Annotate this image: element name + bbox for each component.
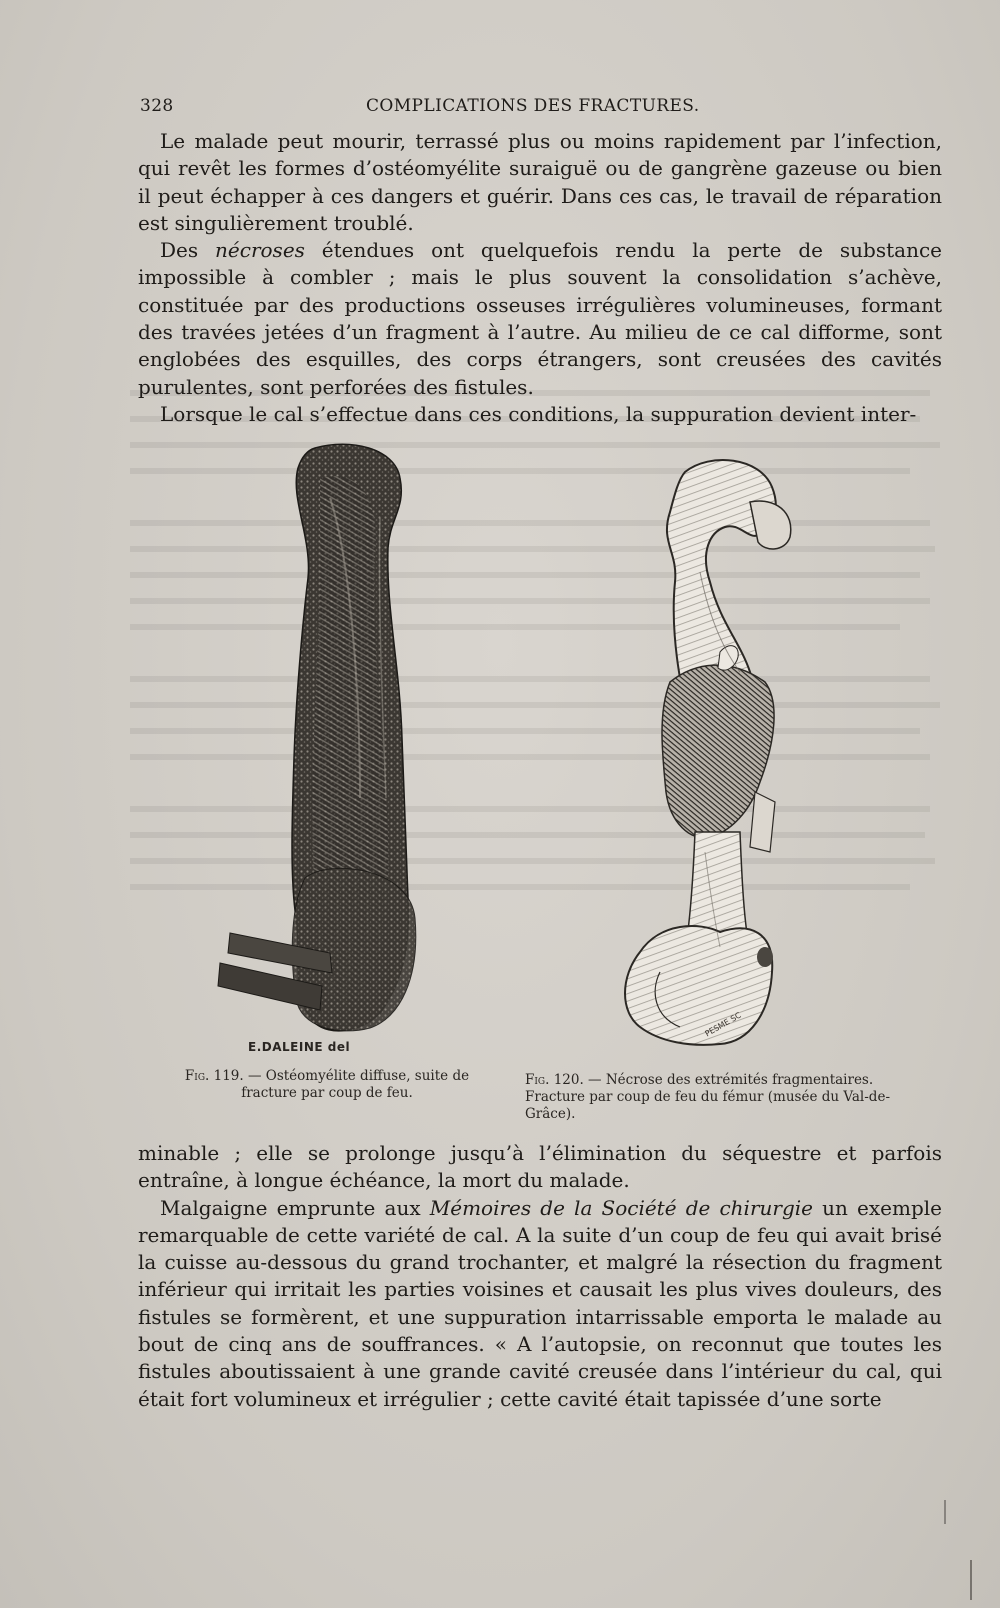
paragraph-necroses: Des nécroses étendues ont quelquefois rendu la perte de substance impossible à combler ; mais le plus souvent la consolidation s’achève, constituée par des productions osseuses irrégulières volumineuses, formant des travées jetées d’un fragment à l’autre. Au milieu de ce cal difforme, sont englobées des esquilles, des corps étrangers, sont creusées des cavités purulentes, sont perforées des fistules. [138,238,942,399]
page-number: 328 [140,96,174,116]
osteomyelitis-bone-engraving [210,438,450,1038]
figure-120-engraver-mark: PESME SC [703,1010,743,1039]
running-title: COMPLICATIONS DES FRACTURES. [366,96,700,116]
running-header [140,96,940,122]
paragraph-continuation: minable ; elle se prolonge jusqu’à l’élimination du séquestre et parfois entraîne, à longue échéance, la mort du malade. [138,1141,942,1193]
figure-119-signature: E.DALEINE del [248,1040,351,1054]
figure-119-caption [182,1068,472,1102]
margin-mark [970,1560,972,1600]
paragraph-malgaigne: Malgaigne emprunte aux Mémoires de la Société de chirurgie un exemple remarquable de cette variété de cal. A la suite d’un coup de feu qui avait brisé la cuisse au-dessous du grand trochanter, et malgré la résection du fragment inférieur qui irritait les parties voisines et causait les plus vives douleurs, des fistules se formèrent, et une suppuration intarrissable emporta le malade au bout de cinq ans de souffrances. « A l’autopsie, on reconnut que toutes les fistules aboutissaient à une grande cavité creusée dans l’intérieur du cal, qui était fort volumineux et irrégulier ; cette cavité était tapissée d’une sorte [138,1195,942,1411]
femur-necrosis-engraving [600,452,810,1052]
body-text-bottom [138,1140,942,1413]
figure-119-caption-text: — Ostéomyélite diffuse, suite de fracture par coup de feu. [241,1068,470,1101]
figure-120-illustration [600,452,810,1052]
italic-term: nécroses [215,238,305,263]
paragraph-suppuration-start: Lorsque le cal s’effectue dans ces conditions, la suppuration devient inter- [160,401,917,426]
figure-119-illustration [210,438,450,1038]
paragraph-infection: Le malade peut mourir, terrassé plus ou moins rapidement par l’infection, qui revêt les formes d’ostéomyélite suraiguë ou de gangrène gazeuse ou bien il peut échapper à ces dangers et guérir. Dans ces cas, le travail de réparation est singulièrement troublé. [138,129,942,235]
figure-119-label: Fig. 119. [184,1068,244,1084]
italic-citation: Mémoires de la Société de chirurgie [429,1195,813,1220]
figure-120-label: Fig. 120. [525,1072,584,1088]
figure-120-caption-text: — Nécrose des extrémités fragmentaires. Fracture par coup de feu du fémur (musée du Val-de-Grâce). [525,1072,891,1122]
body-text-top [138,128,942,428]
figure-120-caption [525,1072,905,1123]
margin-mark-small [944,1500,946,1524]
